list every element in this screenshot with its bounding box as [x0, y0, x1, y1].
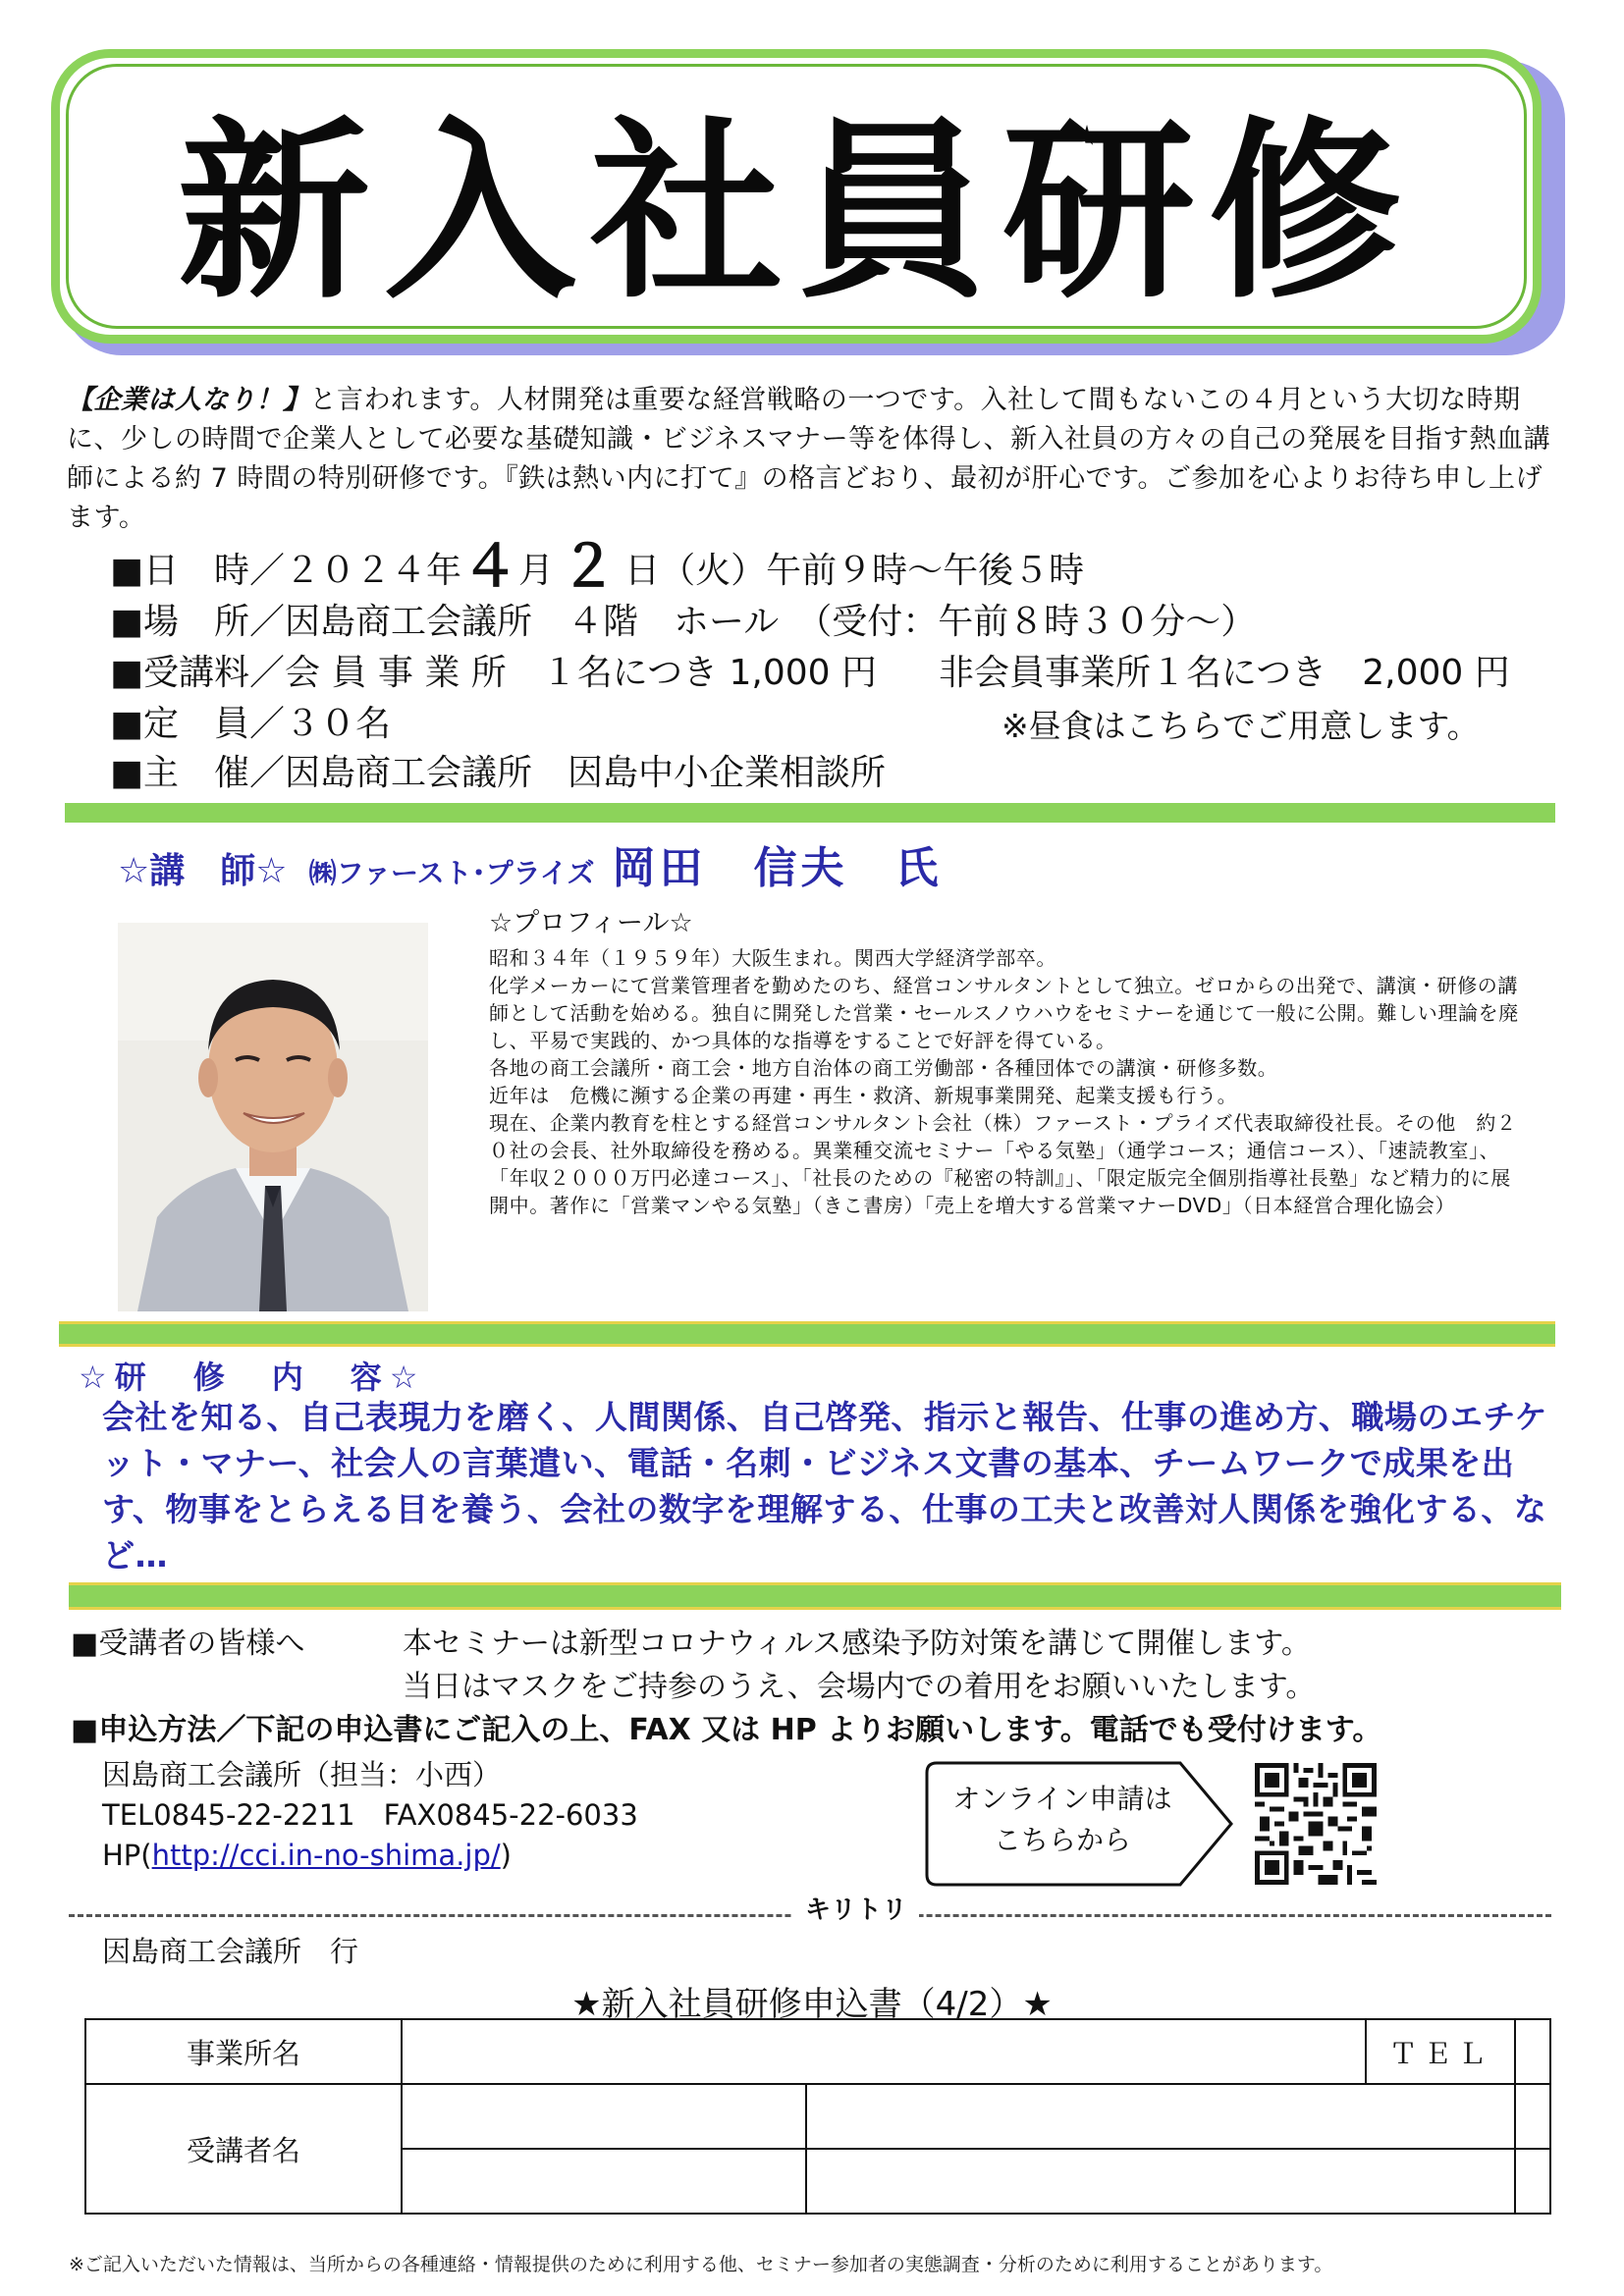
- attendees-line1: 本セミナーは新型コロナウィルス感染予防対策を講じて開催します。: [403, 1627, 1311, 1661]
- apply-method: ■申込方法／下記の申込書にご記入の上、FAX 又は HP よりお願いします。電話でも受付けます。: [71, 1713, 1382, 1747]
- date-label: ■日 時／２０２４年: [110, 551, 462, 591]
- attendee-field[interactable]: [806, 2084, 1515, 2149]
- office-label: 事業所名: [85, 2019, 402, 2084]
- office-field[interactable]: [402, 2019, 1366, 2084]
- attendees-label: ■受講者の皆様へ: [71, 1627, 305, 1661]
- lecturer-line: [118, 832, 942, 895]
- privacy-footnote: ※ご記入いただいた情報は、当所からの各種連絡・情報提供のために利用する他、セミナー参加者の実態調査・分析のために利用することがあります。: [69, 2254, 1333, 2275]
- profile-line: 現在、企業内教育を柱とする経営コンサルタント会社（株）ファースト・プライズ代表取締役社長。その他 約２０社の会長、社外取締役を務める。異業種交流セミナー「やる気塾」（通学コース；通信コース）、「速読教室」、「年収２０００万円必達コース」、「社長のための『秘密の特訓』」、「限定版完全個別指導社長塾」など精力的に展開中。著作に「営業マンやる気塾」（きこ書房）「売上を増大する営業マナーDVD」（日本経営合理化協会）: [489, 1111, 1517, 1217]
- form-title: ★新入社員研修申込書（4/2）★: [571, 1985, 1053, 2024]
- cut-label: キリトリ: [793, 1890, 919, 1926]
- lecturer-photo: [118, 923, 428, 1311]
- lunch-note: ※昼食はこちらでご用意します。: [1001, 707, 1480, 745]
- online-application-callout[interactable]: [923, 1759, 1237, 1889]
- date-day: ２: [560, 533, 618, 600]
- lecturer-label: ☆講 師☆: [118, 851, 288, 891]
- date-month-unit: 月: [518, 551, 555, 591]
- intro-lead: 【企業は人なり！】: [67, 385, 310, 415]
- online-line2: こちらから: [993, 1824, 1131, 1856]
- profile-heading: ☆プロフィール☆: [489, 908, 693, 938]
- online-line1: オンライン申請は: [952, 1783, 1172, 1815]
- content-heading: ☆研 修 内 容☆: [79, 1359, 426, 1396]
- tel-field[interactable]: [1515, 2019, 1550, 2084]
- contact-hp: HP(http://cci.in-no-shima.jp/): [102, 1839, 512, 1872]
- profile-line: 近年は 危機に瀕する企業の再建・再生・救済、新規事業開発、起業支援も行う。: [489, 1084, 1238, 1107]
- page-title: 新入社員研修: [177, 101, 1415, 325]
- profile-text: [489, 944, 1530, 1219]
- contact-block: [102, 1755, 638, 1876]
- divider-bar: [65, 803, 1555, 823]
- intro-text: と言われます。人材開発は重要な経営戦略の一つです。入社して間もないこの４月という大切な時期に、少しの時間で企業人として必要な基礎知識・ビジネスマナー等を体得し、新入社員の方々の自己の発展を目指す熱血講師による約 7 時間の特別研修です。『鉄は熱い内に打て』の格言どおり、最初が肝心です。ご参加を心よりお待ち申し上げます。: [67, 385, 1551, 533]
- attendee-field[interactable]: [402, 2149, 806, 2214]
- lecturer-company: ㈱ファースト･プライズ: [308, 857, 595, 889]
- event-date: [110, 533, 1085, 600]
- event-capacity: ■定 員／３０名: [110, 704, 392, 744]
- divider-bar: [69, 1582, 1561, 1610]
- attendee-label: 受講者名: [85, 2084, 402, 2214]
- content-text: 会社を知る、自己表現力を磨く、人間関係、自己啓発、指示と報告、仕事の進め方、職場のエチケット・マナー、社会人の言葉遣い、電話・名刺・ビジネス文書の基本、チームワークで成果を出す、物事をとらえる目を養う、会社の数字を理解する、仕事の工夫と改善対人関係を強化する、など…: [102, 1398, 1548, 1575]
- event-organizer: ■主 催／因島商工会議所 因島中小企業相談所: [110, 753, 887, 793]
- profile-line: 化学メーカーにて営業管理者を勤めたのち、経営コンサルタントとして独立。ゼロからの出発で、講演・研修の講師として活動を始める。独自に開発した営業・セールスノウハウをセミナーを通じて一般に公開。難しい理論を廃し、平易で実践的、かつ具体的な指導をすることで好評を得ている。: [489, 974, 1519, 1052]
- form-addressee: 因島商工会議所 行: [102, 1935, 359, 1968]
- event-place: ■場 所／因島商工会議所 ４階 ホール （受付：午前８時３０分～）: [110, 602, 1257, 642]
- lecturer-name: 岡田 信夫 氏: [612, 843, 943, 893]
- contact-org: 因島商工会議所（担当：小西）: [102, 1758, 502, 1791]
- attendees-line2: 当日はマスクをご持参のうえ、会場内での着用をお願いいたします。: [403, 1670, 1316, 1704]
- attendee-field[interactable]: [806, 2149, 1515, 2214]
- date-rest: 日（火）午前９時～午後５時: [624, 551, 1085, 591]
- intro-paragraph: [67, 381, 1559, 538]
- attendee-field[interactable]: [402, 2084, 806, 2149]
- attendee-field[interactable]: [1515, 2084, 1550, 2149]
- profile-line: 各地の商工会議所・商工会・地方自治体の商工労働部・各種団体での講演・研修多数。: [489, 1056, 1278, 1080]
- contact-tel-fax: TEL0845-22-2211 FAX0845-22-6033: [102, 1798, 638, 1832]
- date-month: ４: [461, 533, 519, 600]
- event-fee-member: ■受講料／会 員 事 業 所 １名につき 1,000 円: [110, 653, 878, 693]
- attendee-field[interactable]: [1515, 2149, 1550, 2214]
- application-form: [84, 2018, 1551, 2215]
- hp-link[interactable]: http://cci.in-no-shima.jp/: [151, 1839, 501, 1872]
- qr-code-icon[interactable]: [1255, 1763, 1377, 1885]
- divider-bar: [59, 1321, 1555, 1347]
- event-fee-nonmember: 非会員事業所１名につき 2,000 円: [939, 653, 1510, 693]
- tel-label: ＴＥＬ: [1366, 2019, 1515, 2084]
- profile-line: 昭和３４年（１９５９年）大阪生まれ。関西大学経済学部卒。: [489, 946, 1056, 970]
